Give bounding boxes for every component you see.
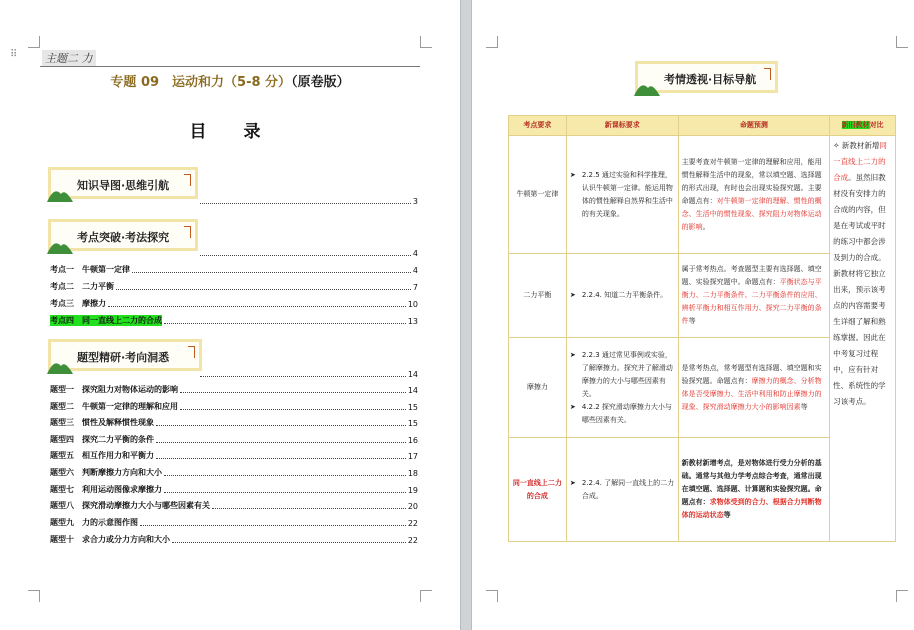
column-header: 新课标要求 — [566, 116, 678, 136]
requirement-item — [570, 169, 675, 221]
toc-entry[interactable] — [50, 516, 418, 528]
diamond-bullet-icon: ✧ — [833, 141, 840, 150]
toc-entry[interactable] — [50, 383, 418, 395]
column-header-highlight: 新旧教材 — [841, 121, 870, 129]
toc-label: 题型一 探究阻力对物体运动的影响 — [50, 385, 178, 394]
requirement-cell — [566, 254, 678, 338]
toc-label: 题型八 探究滑动摩擦力大小与哪些因素有关 — [50, 501, 210, 510]
section-banner-label: 考情透视·目标导航 — [664, 73, 757, 86]
exam-table — [508, 115, 896, 542]
prediction-keypoints: 求物体受到的合力、根据合力判断物体的运动状态 — [681, 498, 822, 519]
toc-page-number: 15 — [407, 419, 418, 428]
requirement-item — [570, 349, 675, 401]
arrow-bullet-icon: ➤ — [569, 170, 576, 179]
drag-handle-icon[interactable]: ⠿ — [10, 49, 17, 60]
toc-page-number: 14 — [407, 386, 418, 395]
toc-page-number: 16 — [407, 436, 418, 445]
comparison-keypoint: 同一直线上二力的合成 — [833, 141, 887, 182]
requirement-item — [570, 477, 675, 503]
prediction-cell — [678, 254, 830, 338]
toc-label: 题型十 求合力或分力方向和大小 — [50, 535, 170, 544]
arrow-bullet-icon: ➤ — [569, 478, 576, 487]
toc-entry[interactable] — [50, 433, 418, 445]
prediction-keypoints: 摩擦力的概念、分析物体是否受摩擦力、生活中利用和防止摩擦力的现象、探究滑动摩擦力大小的影响因素 — [681, 376, 822, 411]
column-header: 命题预测 — [678, 116, 830, 136]
prediction-end: 等 — [688, 317, 696, 325]
toc-page-number: 19 — [407, 486, 418, 495]
toc-page-number: 3 — [412, 197, 418, 206]
right-page — [472, 0, 914, 630]
requirement-text: 2.2.4. 知道二力平衡条件。 — [581, 291, 668, 299]
toc-entry[interactable] — [50, 194, 418, 206]
toc-entry[interactable] — [50, 246, 418, 258]
toc-entry[interactable] — [50, 367, 418, 379]
toc-page-number: 22 — [407, 519, 418, 528]
requirement-cell — [566, 338, 678, 438]
comparison-text: 。虽然旧教材没有安排力的合成的内容，但是在考试或平时的练习中都会涉及到力的合成。新教材将它独立出来，预示该考点的内容需要考生详细了解和熟练掌握。因此在中考复习过程中，应有针对性、系统性的学习该考点。 — [833, 173, 886, 406]
header-rule — [40, 66, 420, 67]
banner-mark — [188, 346, 195, 358]
toc-label: 题型六 判断摩擦力方向和大小 — [50, 468, 162, 477]
toc-label: 考点一 牛顿第一定律 — [50, 265, 130, 274]
banner-mark — [764, 68, 771, 80]
prediction-keypoints: 平衡状态与平衡力、二力平衡条件、二力平衡条件的应用、辨析平衡力和相互作用力、探究二力平衡的条件 — [681, 278, 822, 325]
toc-page-number: 14 — [407, 370, 418, 379]
crop-mark — [896, 590, 908, 602]
arrow-bullet-icon: ➤ — [569, 291, 576, 299]
requirement-text: 2.2.3 通过常见事例或实验，了解摩擦力。探究并了解滑动摩擦力的大小与哪些因素有关。 — [581, 350, 673, 398]
page-gap-scrollbar[interactable] — [460, 0, 472, 630]
toc-label: 题型三 惯性及解释惯性现象 — [50, 418, 154, 427]
toc-label: 题型四 探究二力平衡的条件 — [50, 435, 154, 444]
crop-mark — [28, 36, 40, 48]
hill-icon — [634, 78, 660, 96]
toc-label: 题型九 力的示意图作图 — [50, 518, 138, 527]
requirement-item — [570, 289, 675, 302]
toc-page-number: 20 — [407, 502, 418, 511]
section-banner — [635, 61, 778, 93]
toc-page-number: 4 — [412, 266, 418, 275]
prediction-text: 新教材新增考点，是对物体进行受力分析的基础。通常与其他力学考点综合考查，通常出现在填空题、选择题、计算题和实验探究题。命题点有： — [681, 459, 822, 506]
crop-mark — [486, 36, 498, 48]
toc-entry[interactable] — [50, 483, 418, 495]
requirement-text: 2.2.5 通过实验和科学推理，认识牛顿第一定律。能运用物体的惯性解释自然界和生活中的有关现象。 — [581, 170, 673, 218]
section-banner-label: 考点突破·考法探究 — [77, 231, 170, 244]
requirement-item — [570, 401, 675, 427]
arrow-bullet-icon: ➤ — [569, 350, 576, 359]
toc-page-number: 15 — [407, 403, 418, 412]
toc-title: 目 录 — [189, 122, 271, 142]
crop-mark — [420, 590, 432, 602]
kaodian-cell: 牛顿第一定律 — [509, 136, 567, 254]
column-header — [830, 116, 896, 136]
comparison-text: 新教材新增 — [841, 141, 880, 150]
title-main: 专题 09 运动和力（5-8 分） — [110, 75, 292, 90]
toc-entry[interactable] — [50, 466, 418, 478]
arrow-bullet-icon: ➤ — [569, 402, 576, 411]
requirement-text: 4.2.2 探究滑动摩擦力大小与哪些因素有关。 — [581, 402, 672, 424]
table-row — [509, 136, 896, 254]
toc-entry[interactable] — [50, 499, 418, 511]
requirement-cell — [566, 438, 678, 542]
prediction-text: 是常考热点，常考题型有选择题、填空题和实验探究题。命题点有： — [681, 363, 822, 385]
kaodian-cell: 二力平衡 — [509, 254, 567, 338]
column-header-rest: 对比 — [869, 121, 884, 129]
toc-page-number: 17 — [407, 452, 418, 461]
toc-label: 题型二 牛顿第一定律的理解和应用 — [50, 402, 178, 411]
title-suffix: （原卷版） — [291, 75, 350, 90]
toc-page-number: 22 — [407, 536, 418, 545]
kaodian-cell: 摩擦力 — [509, 338, 567, 438]
prediction-cell — [678, 136, 830, 254]
toc-entry[interactable] — [50, 297, 418, 309]
kaodian-cell: 同一直线上二力的合成 — [509, 438, 567, 542]
toc-entry[interactable] — [50, 263, 418, 275]
prediction-text: 属于常考热点。考查题型主要有选择题、填空题、实验探究题中。命题点有： — [681, 265, 822, 286]
comparison-cell — [830, 136, 896, 542]
toc-label: 考点二 二力平衡 — [50, 282, 114, 291]
toc-page-number: 7 — [412, 283, 418, 292]
toc-label: 考点四 同一直线上二力的合成 — [50, 316, 162, 325]
section-banner-label: 题型精研·考向洞悉 — [77, 351, 170, 364]
toc-page-number: 18 — [407, 469, 418, 478]
prediction-end: 等 — [723, 511, 731, 519]
toc-entry[interactable] — [50, 280, 418, 292]
requirement-text: 2.2.4. 了解同一直线上的二力合成。 — [581, 478, 675, 500]
toc-page-number: 4 — [412, 249, 418, 258]
section-banner-label: 知识导图·思维引航 — [77, 179, 170, 192]
crop-mark — [486, 590, 498, 602]
prediction-cell — [678, 338, 830, 438]
toc-entry[interactable] — [50, 400, 418, 412]
prediction-cell — [678, 438, 830, 542]
header-tag: 主题二 力 — [42, 50, 96, 66]
crop-mark — [420, 36, 432, 48]
prediction-end: 。 — [702, 222, 710, 231]
prediction-end: 等 — [800, 402, 808, 411]
prediction-keypoints: 对牛顿第一定律的理解、惯性的概念、生活中的惯性现象、探究阻力对物体运动的影响 — [681, 196, 822, 231]
toc-entry[interactable] — [50, 314, 418, 326]
toc-label: 考点三 摩擦力 — [50, 299, 106, 308]
toc-entry[interactable] — [50, 449, 418, 461]
toc-page-number: 13 — [407, 317, 418, 326]
table-header-row — [509, 116, 896, 136]
prediction-text: 主要考查对牛顿第一定律的理解和应用，能用惯性解释生活中的现象，常以填空题、选择题的形式出现，有时也会出现实验探究题。主要命题点有： — [681, 157, 822, 205]
column-header: 考点要求 — [509, 116, 567, 136]
requirement-cell — [566, 136, 678, 254]
toc-label: 题型七 利用运动图像求摩擦力 — [50, 485, 162, 494]
crop-mark — [896, 36, 908, 48]
toc-entry[interactable] — [50, 533, 418, 545]
crop-mark — [28, 590, 40, 602]
banner-mark — [184, 174, 191, 186]
toc-page-number: 10 — [407, 300, 418, 309]
page-title — [0, 71, 460, 90]
toc-entry[interactable] — [50, 416, 418, 428]
toc-label: 题型五 相互作用力和平衡力 — [50, 451, 154, 460]
banner-mark — [184, 226, 191, 238]
